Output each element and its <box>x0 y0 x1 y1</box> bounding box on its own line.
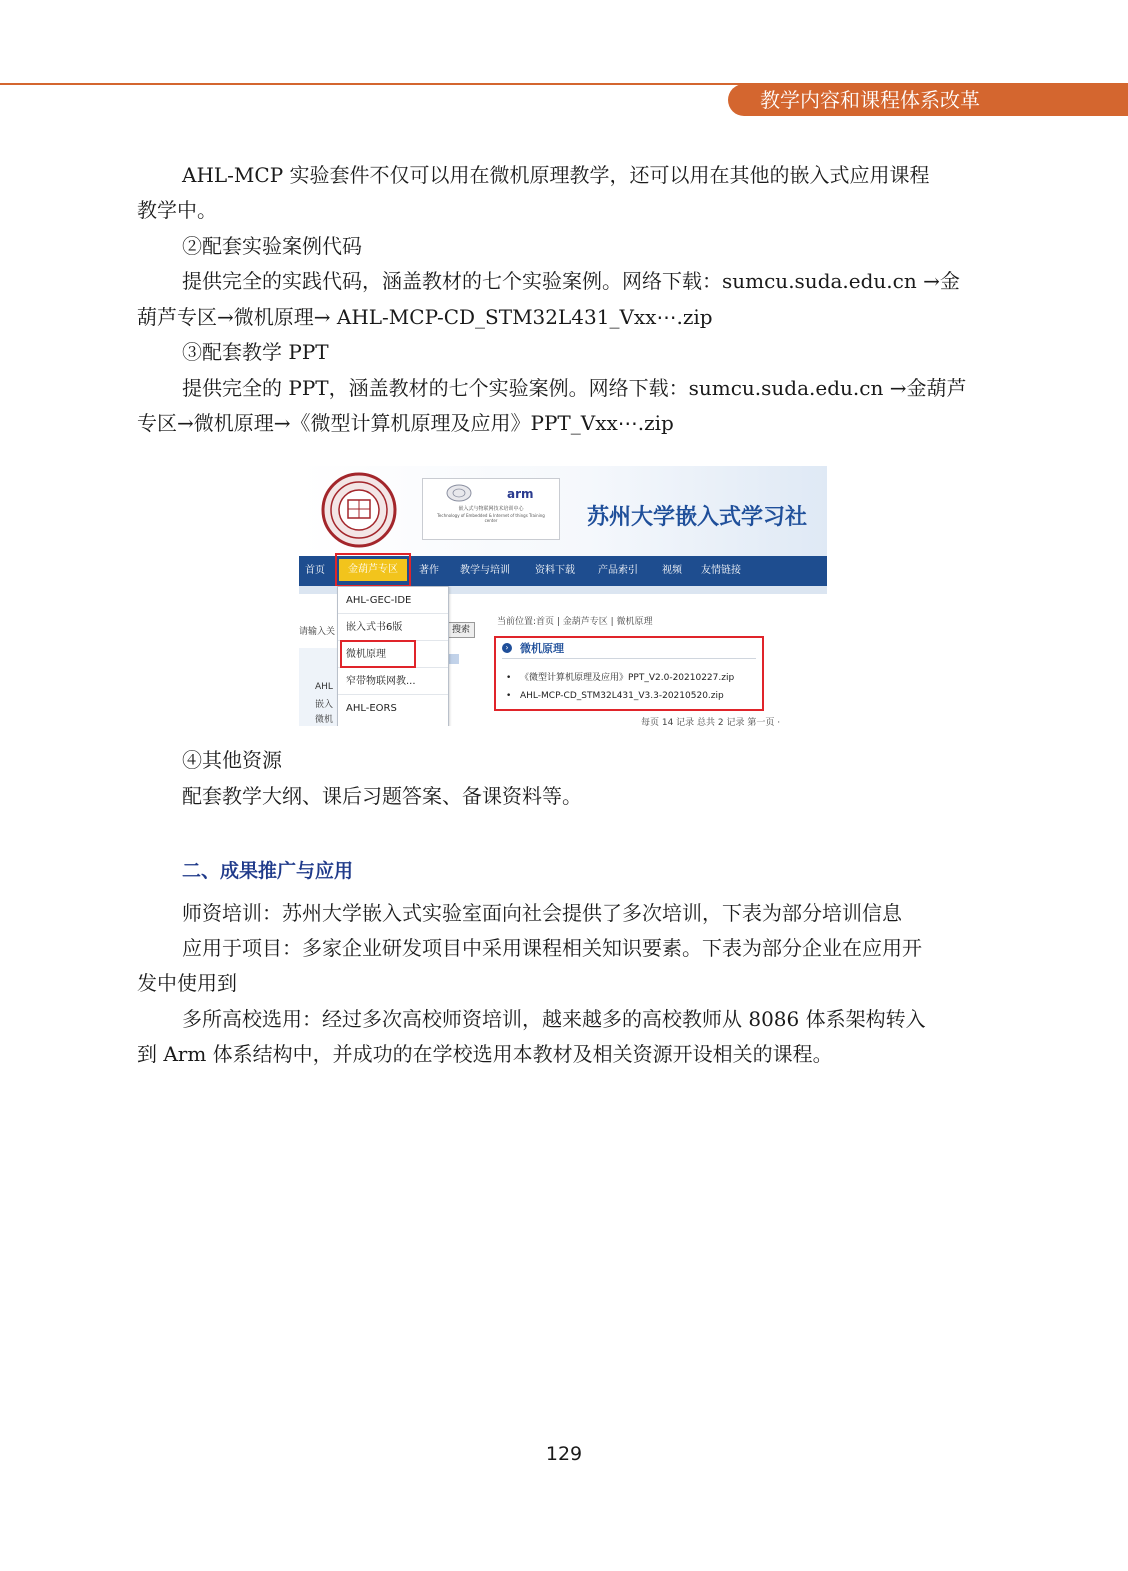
nav-teaching[interactable]: 教学与培训 <box>460 565 510 576</box>
search-input-label: 请输入关 <box>299 627 336 637</box>
paragraph-other <box>137 779 993 815</box>
item-heading-text: ②配套实验案例代码 <box>182 234 362 258</box>
paragraph-projects-line1 <box>137 931 993 967</box>
item-heading-other <box>137 743 993 779</box>
nav-jinhulu-highlight[interactable] <box>335 553 411 587</box>
nav-downloads[interactable]: 资料下载 <box>535 565 575 576</box>
breadcrumb: 当前位置:首页 | 金葫芦专区 | 微机原理 <box>497 617 653 627</box>
nav-video[interactable]: 视频 <box>662 565 682 576</box>
item-heading-ppt <box>137 335 993 371</box>
training-center-logo <box>422 478 560 540</box>
dropdown-item-microcomputer[interactable]: 微机原理 <box>338 641 448 668</box>
paragraph-projects-line2: 发中使用到 <box>137 971 237 995</box>
paragraph-code-line2: 葫芦专区→微机原理→ AHL-MCP-CD_STM32L431_Vxx⋯.zip <box>137 305 713 329</box>
dropdown-item-embedded-book[interactable]: 嵌入式书6版 <box>338 614 448 641</box>
paragraph-training <box>137 896 993 932</box>
university-seal-icon <box>321 472 397 548</box>
paragraph-text: 多所高校选用：经过多次高校师资培训，越来越多的高校教师从 8086 体系架构转入 <box>182 1007 926 1031</box>
file-link-text[interactable]: AHL-MCP-CD_STM32L431_V3.3-20210520.zip <box>520 691 724 701</box>
paragraph-text: 师资培训：苏州大学嵌入式实验室面向社会提供了多次培训，下表为部分培训信息 <box>182 901 902 925</box>
file-list-highlight-box <box>494 636 764 711</box>
website-screenshot <box>299 466 827 726</box>
category-title: 微机原理 <box>520 642 564 655</box>
microcomputer-highlight-box <box>340 640 416 668</box>
site-title: 苏州大学嵌入式学习社 <box>587 505 808 530</box>
paragraph-ppt-line2: 专区→微机原理→《微型计算机原理及应用》PPT_Vxx⋯.zip <box>137 411 674 435</box>
file-link-cd[interactable]: • AHL-MCP-CD_STM32L431_V3.3-20210520.zip <box>506 691 724 701</box>
paragraph-text: 提供完全的实践代码，涵盖教材的七个实验案例。网络下载：sumcu.suda.edu.cn →金 <box>182 269 960 293</box>
paragraph-text: 应用于项目：多家企业研发项目中采用课程相关知识要素。下表为部分企业在应用开 <box>182 936 922 960</box>
center-name-en: Technology of Embedded & Internet of things Training center <box>437 513 545 523</box>
nav-products[interactable]: 产品索引 <box>598 565 638 576</box>
section-heading-promotion: 二、成果推广与应用 <box>182 860 354 882</box>
nav-works[interactable]: 著作 <box>419 565 439 576</box>
item-heading-code <box>137 229 993 265</box>
nav-jinhulu[interactable]: 金葫芦专区 <box>339 559 407 581</box>
paragraph-text: 配套教学大纲、课后习题答案、备课资料等。 <box>182 784 582 808</box>
file-link-ppt[interactable]: • 《微型计算机原理及应用》PPT_V2.0-20210227.zip <box>506 673 735 683</box>
paragraph-schools-line1 <box>137 1002 993 1038</box>
paragraph-schools-line2: 到 Arm 体系结构中，并成功的在学校选用本教材及相关资源开设相关的课程。 <box>137 1042 833 1066</box>
left-stub-mcp: 微机 <box>315 715 334 725</box>
center-emblem-icon <box>445 483 473 503</box>
category-arrow-icon: › <box>502 643 512 653</box>
left-stub-ahl: AHL <box>315 682 333 692</box>
nav-home[interactable]: 首页 <box>305 565 325 576</box>
nav-links[interactable]: 友情链接 <box>701 565 741 576</box>
left-stub-embedded: 嵌入 <box>315 700 334 710</box>
item-heading-text: ④其他资源 <box>182 748 282 772</box>
search-button[interactable]: 搜索 <box>447 622 475 638</box>
paragraph-text: AHL-MCP 实验套件不仅可以用在微机原理教学，还可以用在其他的嵌入式应用课程 <box>182 163 930 187</box>
center-name: 嵌入式与物联网技术培训中心 <box>458 506 524 512</box>
paragraph-text: 提供完全的 PPT，涵盖教材的七个实验案例。网络下载：sumcu.suda.edu.cn →金葫芦 <box>182 376 967 400</box>
paragraph-ppt-line1 <box>137 371 993 407</box>
chapter-header-tab: 教学内容和课程体系改革 <box>728 84 1128 116</box>
item-heading-text: ③配套教学 PPT <box>182 340 329 364</box>
arm-logo-text: arm <box>507 487 534 501</box>
category-divider <box>502 658 756 659</box>
dropdown-item-nbiot[interactable]: 窄带物联网教... <box>338 668 448 695</box>
dropdown-item-eors[interactable]: AHL-EORS <box>346 703 397 714</box>
page-number: 129 <box>545 1443 583 1465</box>
file-link-text[interactable]: 《微型计算机原理及应用》PPT_V2.0-20210227.zip <box>520 673 735 683</box>
paragraph-kit-usage-line1 <box>137 158 993 194</box>
dropdown-item-gec-ide[interactable]: AHL-GEC-IDE <box>338 587 448 614</box>
paragraph-kit-usage-line2: 教学中。 <box>137 198 217 222</box>
pagination: 每页 14 记录 总共 2 记录 第一页 · <box>641 718 781 726</box>
paragraph-code-line1 <box>137 264 993 300</box>
